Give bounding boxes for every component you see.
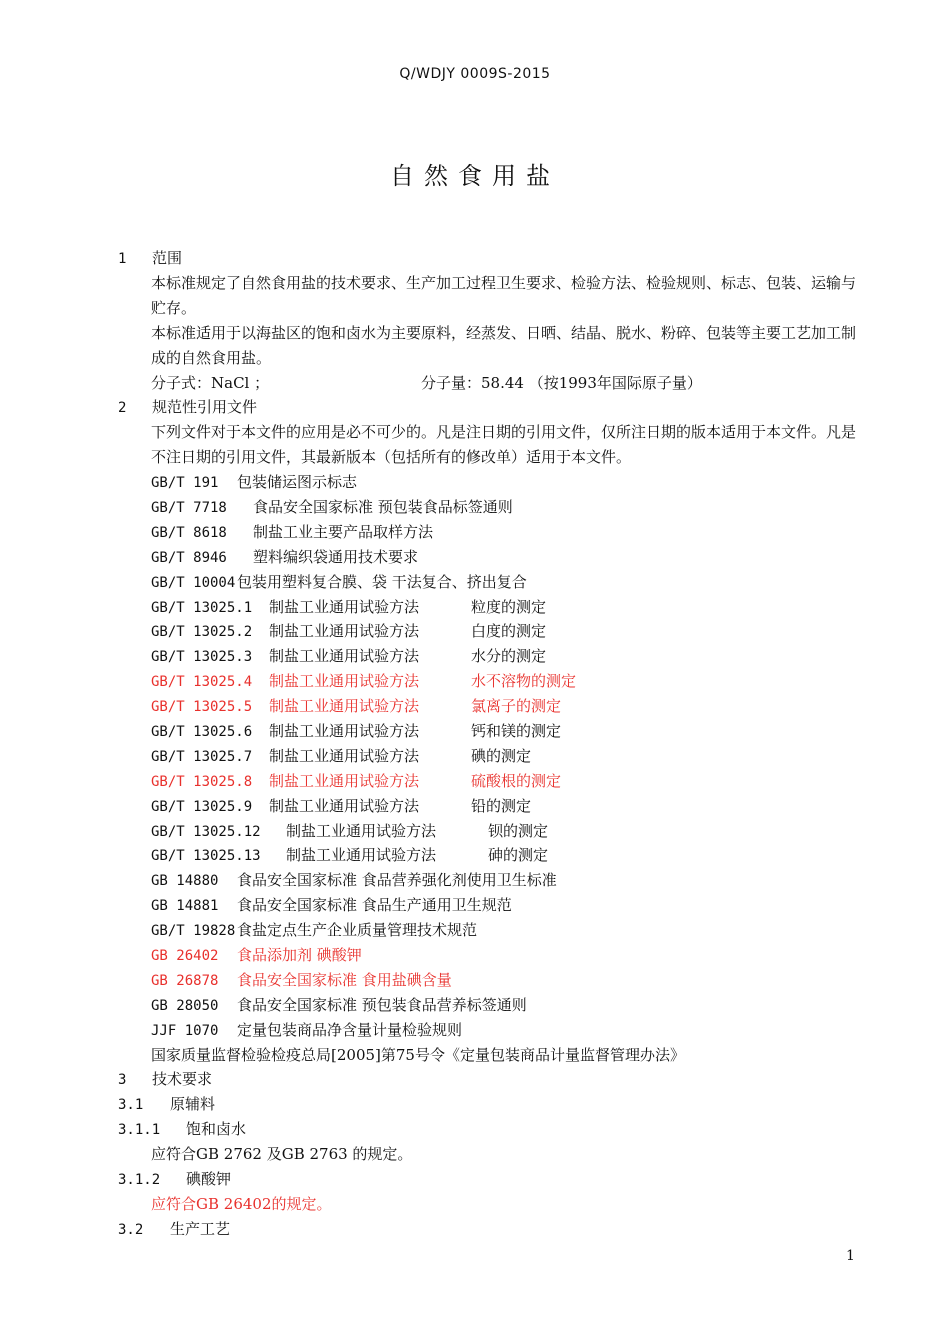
- reference-subtitle: 硫酸根的测定: [471, 771, 562, 790]
- reference-code: GB 26878: [151, 972, 219, 989]
- reference-item-highlighted: [118, 694, 858, 719]
- molecular-weight: 分子量：58.44 （按1993年国际原子量）: [421, 373, 702, 392]
- reference-code: GB/T 19828: [151, 923, 236, 940]
- reference-code: GB 26402: [151, 948, 219, 965]
- reference-title: 制盐工业通用试验方法: [269, 722, 420, 741]
- reference-item: [118, 644, 858, 669]
- reference-code: GB 14881: [151, 898, 219, 915]
- subsection-title: 原辅料: [170, 1095, 216, 1114]
- reference-code: GB/T 13025.7: [151, 748, 253, 765]
- reference-title: 制盐工业通用试验方法: [269, 771, 420, 790]
- reference-code: GB/T 13025.3: [151, 649, 253, 666]
- reference-title: 制盐工业通用试验方法: [269, 697, 420, 716]
- subsection-heading: [118, 1092, 858, 1117]
- reference-code: GB 28050: [151, 997, 219, 1014]
- reference-item: [118, 619, 858, 644]
- reference-code: GB/T 13025.1: [151, 599, 253, 616]
- reference-item-highlighted: [118, 943, 858, 968]
- reference-code: JJF 1070: [151, 1022, 219, 1039]
- document-title: 自然食用盐: [390, 162, 560, 190]
- reference-subtitle: 钡的测定: [488, 821, 549, 840]
- reference-title: 制盐工业通用试验方法: [286, 821, 437, 840]
- reference-item-highlighted: [118, 669, 858, 694]
- paragraph: 本标准规定了自然食用盐的技术要求、生产加工过程卫生要求、检验方法、检验规则、标志、包装、运输与贮存。: [151, 273, 857, 317]
- page-number: 1: [846, 1248, 855, 1264]
- reference-title: 制盐工业通用试验方法: [269, 597, 420, 616]
- reference-item: [118, 893, 858, 918]
- reference-item: [118, 843, 858, 868]
- reference-title: 包装用塑料复合膜、袋 干法复合、挤出复合: [237, 572, 527, 591]
- subsection-number: 3.1.1: [118, 1122, 161, 1139]
- subsection-heading: [118, 1217, 858, 1242]
- reference-item: [118, 1018, 858, 1043]
- reference-code: GB/T 8946: [151, 549, 227, 566]
- reference-item: [118, 993, 858, 1018]
- reference-code: GB/T 13025.2: [151, 624, 253, 641]
- requirement-text: 应符合GB 2762 及GB 2763 的规定。: [151, 1145, 413, 1164]
- reference-item-highlighted: [118, 769, 858, 794]
- reference-code: GB/T 13025.13: [151, 848, 261, 865]
- reference-title: 包装储运图示标志: [237, 473, 358, 492]
- reference-subtitle: 粒度的测定: [471, 597, 547, 616]
- document-body: [118, 246, 858, 1242]
- reference-subtitle: 氯离子的测定: [471, 697, 562, 716]
- reference-code: GB/T 13025.9: [151, 798, 253, 815]
- reference-item: [118, 595, 858, 620]
- section-title: 规范性引用文件: [152, 398, 258, 417]
- reference-code: GB/T 191: [151, 475, 219, 492]
- reference-item: [118, 819, 858, 844]
- reference-title: 食盐定点生产企业质量管理技术规范: [237, 921, 478, 940]
- subsection-title: 碘酸钾: [186, 1170, 232, 1189]
- reference-item: [118, 570, 858, 595]
- reference-subtitle: 白度的测定: [471, 622, 547, 641]
- reference-title: 塑料编织袋通用技术要求: [253, 547, 419, 566]
- reference-item: [118, 744, 858, 769]
- reference-subtitle: 碘的测定: [471, 746, 532, 765]
- section-heading: [118, 246, 858, 271]
- reference-code: GB/T 13025.5: [151, 699, 253, 716]
- section-title: 范围: [152, 249, 183, 267]
- reference-code: GB/T 13025.12: [151, 823, 261, 840]
- reference-item: [118, 794, 858, 819]
- reference-title: 制盐工业通用试验方法: [269, 796, 420, 815]
- section-number: 2: [118, 400, 127, 417]
- subsection-number: 3.1: [118, 1097, 144, 1114]
- section-heading: [118, 395, 858, 420]
- standard-code: Q/WDJY 0009S-2015: [399, 66, 551, 82]
- reference-item: [118, 495, 858, 520]
- section-number: 3: [118, 1072, 127, 1089]
- reference-code: GB/T 13025.4: [151, 674, 253, 691]
- reference-code: GB/T 7718: [151, 500, 227, 516]
- paragraph: 本标准适用于以海盐区的饱和卤水为主要原料，经蒸发、日晒、结晶、脱水、粉碎、包装等主要工艺加工制成的自然食用盐。: [151, 323, 857, 367]
- reference-title: 制盐工业通用试验方法: [269, 672, 420, 691]
- reference-title: 制盐工业通用试验方法: [269, 746, 420, 765]
- reference-item: [118, 719, 858, 744]
- reference-subtitle: 水不溶物的测定: [471, 672, 577, 691]
- reference-subtitle: 砷的测定: [488, 846, 549, 865]
- subsection-number: 3.1.2: [118, 1172, 161, 1189]
- reference-item-highlighted: [118, 968, 858, 993]
- molecular-formula-line: [118, 371, 858, 396]
- reference-title: 制盐工业通用试验方法: [269, 622, 420, 641]
- reference-item: [118, 918, 858, 943]
- reference-title: 食品安全国家标准 预包装食品营养标签通则: [237, 995, 527, 1014]
- reference-subtitle: 水分的测定: [471, 647, 547, 666]
- regulation-reference: 国家质量监督检验检疫总局[2005]第75号令《定量包装商品计量监督管理办法》: [151, 1045, 685, 1064]
- reference-code: GB/T 13025.6: [151, 724, 253, 741]
- reference-title: 食品安全国家标准 预包装食品标签通则: [253, 498, 513, 516]
- reference-item: [118, 470, 858, 495]
- reference-code: GB/T 8618: [151, 524, 227, 541]
- reference-item: [118, 520, 858, 545]
- reference-item: [118, 868, 858, 893]
- section-heading: [118, 1067, 858, 1092]
- section-title: 技术要求: [152, 1070, 213, 1089]
- requirement-text-highlighted: 应符合GB 26402的规定。: [151, 1194, 332, 1213]
- reference-subtitle: 钙和镁的测定: [471, 722, 562, 741]
- reference-title: 食品安全国家标准 食品生产通用卫生规范: [237, 896, 512, 915]
- subsection-number: 3.2: [118, 1221, 144, 1238]
- paragraph: 下列文件对于本文件的应用是必不可少的。凡是注日期的引用文件，仅所注日期的版本适用于本文件。凡是不注日期的引用文件，其最新版本（包括所有的修改单）适用于本文件。: [151, 423, 857, 467]
- reference-title: 制盐工业主要产品取样方法: [253, 522, 434, 541]
- reference-subtitle: 铅的测定: [471, 796, 532, 815]
- reference-code: GB/T 10004: [151, 574, 236, 591]
- subsection-heading: [118, 1117, 858, 1142]
- reference-title: 食品添加剂 碘酸钾: [237, 946, 362, 965]
- subsection-title: 饱和卤水: [186, 1120, 247, 1139]
- reference-code: GB 14880: [151, 873, 219, 890]
- reference-item: [118, 545, 858, 570]
- reference-title: 制盐工业通用试验方法: [286, 846, 437, 865]
- subsection-title: 生产工艺: [170, 1219, 231, 1238]
- section-number: 1: [118, 251, 127, 267]
- subsection-heading: [118, 1167, 858, 1192]
- reference-title: 食品安全国家标准 食用盐碘含量: [237, 970, 452, 989]
- reference-title: 食品安全国家标准 食品营养强化剂使用卫生标准: [237, 871, 557, 890]
- reference-title: 制盐工业通用试验方法: [269, 647, 420, 666]
- molecular-formula: 分子式：NaCl ；: [151, 373, 270, 392]
- reference-title: 定量包装商品净含量计量检验规则: [237, 1020, 463, 1039]
- reference-code: GB/T 13025.8: [151, 773, 253, 790]
